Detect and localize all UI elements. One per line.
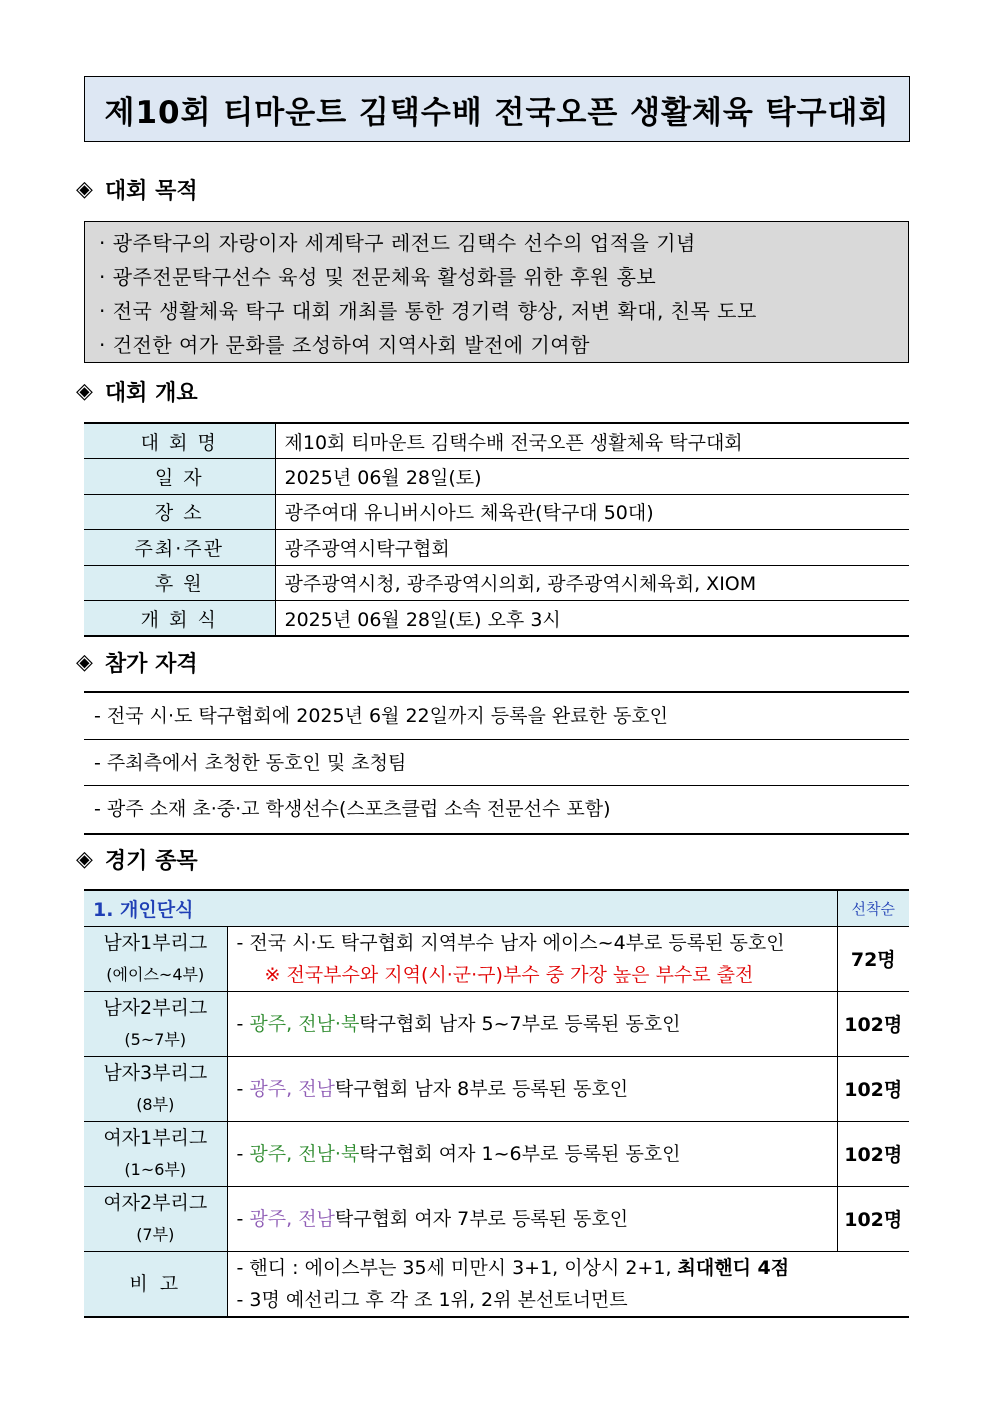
note-emphasis: 최대핸디 4점 <box>677 1256 790 1279</box>
purpose-item: · 광주탁구의 자랑이자 세계탁구 레전드 김택수 선수의 업적을 기념 <box>99 231 696 255</box>
diamond-icon: ◈ <box>76 378 93 404</box>
event-prefix: - <box>236 1142 250 1165</box>
event-count: 102명 <box>837 1186 909 1251</box>
event-category-name: 남자3부리그 <box>103 1061 208 1084</box>
event-category <box>84 926 227 991</box>
overview-value: 2025년 06월 28일(토) <box>275 459 909 495</box>
table-row <box>84 1121 909 1186</box>
event-rest: 탁구협회 남자 8부로 등록된 동호인 <box>334 1077 629 1100</box>
diamond-icon: ◈ <box>76 176 93 202</box>
event-region: 광주, 전남·북 <box>249 1012 360 1035</box>
event-description-note: ※ 전국부수와 지역(시·군·구)부수 중 가장 높은 부수로 출전 <box>264 963 754 986</box>
list-item: - 광주 소재 초·중·고 학생선수(스포츠클럽 소속 전문선수 포함) <box>94 798 611 820</box>
section-heading-label: 대회 개요 <box>104 380 198 406</box>
table-row <box>84 1186 909 1251</box>
event-category-name: 여자2부리그 <box>103 1191 208 1214</box>
overview-label: 대 회 명 <box>84 423 275 459</box>
purpose-item: · 광주전문탁구선수 육성 및 전문체육 활성화를 위한 후원 홍보 <box>99 265 657 289</box>
table-row <box>84 1056 909 1121</box>
events-table <box>84 889 909 1318</box>
event-rest: 탁구협회 남자 5~7부로 등록된 동호인 <box>359 1012 681 1035</box>
event-region: 광주, 전남 <box>249 1207 335 1230</box>
table-row <box>84 601 909 637</box>
note-content <box>227 1251 909 1317</box>
overview-value: 광주광역시탁구협회 <box>275 530 909 566</box>
event-category-level: (5~7부) <box>124 1029 187 1049</box>
event-category <box>84 1121 227 1186</box>
events-header-row <box>84 890 909 926</box>
overview-value: 광주여대 유니버시아드 체육관(탁구대 50대) <box>275 494 909 530</box>
event-prefix: - <box>236 1077 250 1100</box>
event-description <box>227 991 837 1056</box>
table-row <box>84 565 909 601</box>
event-rest: 탁구협회 여자 1~6부로 등록된 동호인 <box>359 1142 681 1165</box>
event-category-name: 남자2부리그 <box>103 996 208 1019</box>
table-row <box>84 423 909 459</box>
purpose-item: · 전국 생활체육 탁구 대회 개최를 통한 경기력 향상, 저변 확대, 친목 도모 <box>99 299 757 323</box>
event-region: 광주, 전남·북 <box>249 1142 360 1165</box>
overview-label: 장 소 <box>84 494 275 530</box>
page-title: 제10회 티마운트 김택수배 전국오픈 생활체육 탁구대회 <box>84 76 910 142</box>
event-count: 102명 <box>837 1121 909 1186</box>
event-description <box>227 1121 837 1186</box>
events-header-order: 선착순 <box>837 890 909 926</box>
diamond-icon: ◈ <box>76 846 93 872</box>
note-text: - 핸디 : 에이스부는 35세 미만시 3+1, 이상시 2+1, <box>236 1256 678 1279</box>
event-category-level: (7부) <box>136 1224 175 1244</box>
event-category <box>84 991 227 1056</box>
event-prefix: - <box>236 1207 250 1230</box>
note-label: 비 고 <box>84 1251 227 1317</box>
overview-label: 일 자 <box>84 459 275 495</box>
purpose-box <box>84 221 909 363</box>
overview-value: 제10회 티마운트 김택수배 전국오픈 생활체육 탁구대회 <box>275 423 909 459</box>
event-category-level: (8부) <box>136 1094 175 1114</box>
section-heading-overview <box>76 374 198 408</box>
event-count: 102명 <box>837 1056 909 1121</box>
event-description <box>227 1186 837 1251</box>
event-region: 광주, 전남 <box>249 1077 335 1100</box>
event-description <box>227 1056 837 1121</box>
qualification-list <box>84 691 909 835</box>
section-heading-label: 대회 목적 <box>104 178 198 204</box>
purpose-item: · 건전한 여가 문화를 조성하여 지역사회 발전에 기여함 <box>99 333 590 357</box>
overview-table <box>84 422 909 637</box>
overview-label: 주최·주관 <box>84 530 275 566</box>
table-row <box>84 459 909 495</box>
overview-value: 2025년 06월 28일(토) 오후 3시 <box>284 608 561 631</box>
note-line <box>237 1252 910 1284</box>
event-count: 72명 <box>837 926 909 991</box>
event-category-level: (1~6부) <box>124 1159 187 1179</box>
table-row <box>84 926 909 991</box>
overview-label: 후 원 <box>84 565 275 601</box>
event-category-level: (에이스~4부) <box>106 964 205 984</box>
event-category-name: 여자1부리그 <box>103 1126 208 1149</box>
event-category-name: 남자1부리그 <box>103 931 208 954</box>
overview-value: 광주광역시청, 광주광역시의회, 광주광역시체육회, XIOM <box>275 565 909 601</box>
table-row <box>84 530 909 566</box>
section-heading-label: 참가 자격 <box>104 651 198 677</box>
section-heading-label: 경기 종목 <box>104 848 198 874</box>
note-line: - 3명 예선리그 후 각 조 1위, 2위 본선토너먼트 <box>236 1288 628 1311</box>
section-heading-events <box>76 842 198 876</box>
list-item: - 전국 시·도 탁구협회에 2025년 6월 22일까지 등록을 완료한 동호인 <box>84 693 909 740</box>
section-heading-purpose <box>76 172 198 206</box>
event-rest: 탁구협회 여자 7부로 등록된 동호인 <box>334 1207 629 1230</box>
diamond-icon: ◈ <box>76 649 93 675</box>
event-category <box>84 1056 227 1121</box>
event-description-line: - 전국 시·도 탁구협회 지역부수 남자 에이스~4부로 등록된 동호인 <box>236 931 785 954</box>
table-row <box>84 494 909 530</box>
section-heading-qualification <box>76 645 198 679</box>
list-item: - 주최측에서 초청한 동호인 및 초청팀 <box>84 740 909 787</box>
event-description <box>227 926 837 991</box>
note-row <box>84 1251 909 1317</box>
events-header-title: 1. 개인단식 <box>84 890 837 926</box>
overview-label: 개 회 식 <box>84 601 275 637</box>
event-count: 102명 <box>837 991 909 1056</box>
event-category <box>84 1186 227 1251</box>
event-prefix: - <box>236 1012 250 1035</box>
table-row <box>84 991 909 1056</box>
